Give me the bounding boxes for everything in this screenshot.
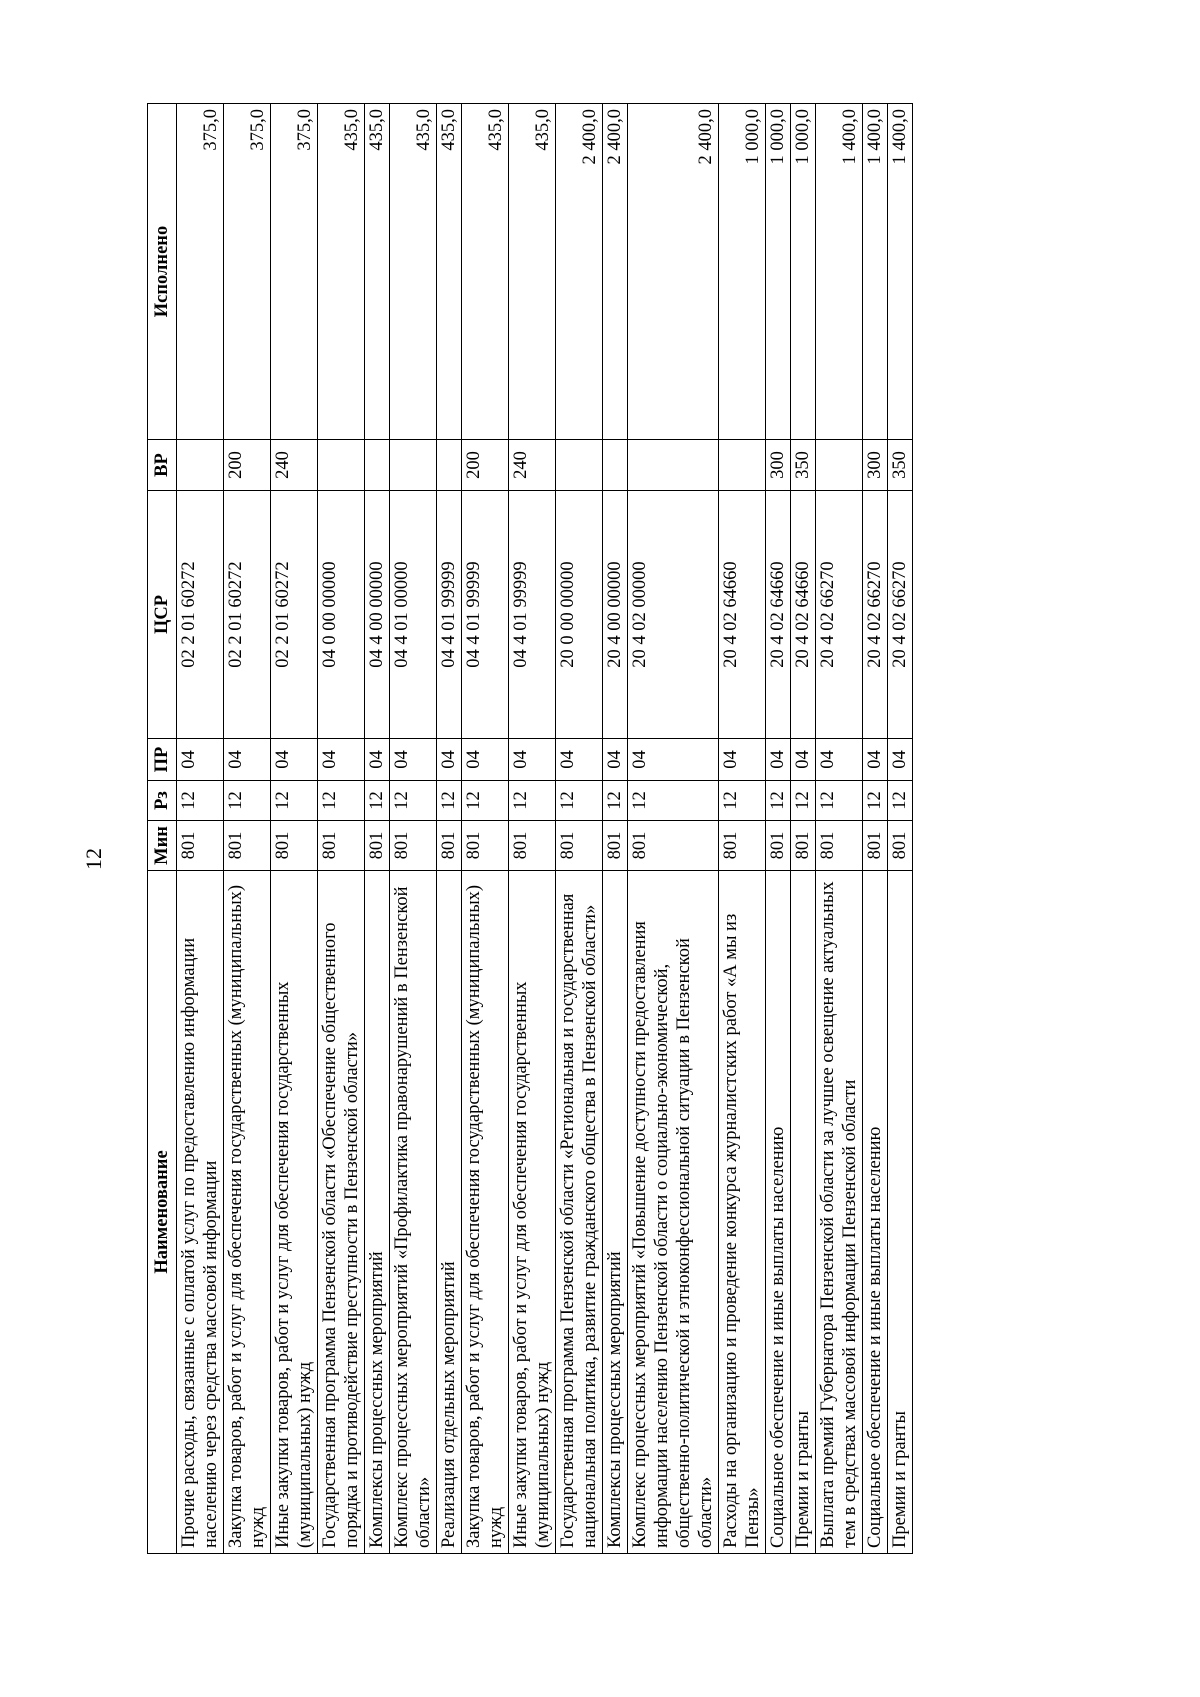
cell-rz: 12 xyxy=(791,781,816,821)
cell-vr: 240 xyxy=(509,440,556,491)
cell-done: 375,0 xyxy=(271,104,318,440)
cell-pr: 04 xyxy=(888,739,913,781)
table-row xyxy=(390,104,437,1554)
cell-pr: 04 xyxy=(224,739,271,781)
table-row xyxy=(863,104,888,1554)
budget-table xyxy=(147,103,913,1554)
cell-rz: 12 xyxy=(556,781,603,821)
cell-pr: 04 xyxy=(462,739,509,781)
cell-rz: 12 xyxy=(863,781,888,821)
cell-min: 801 xyxy=(318,821,365,871)
cell-pr: 04 xyxy=(365,739,390,781)
cell-rz: 12 xyxy=(271,781,318,821)
col-header-csr: ЦСР xyxy=(148,491,177,739)
table-row xyxy=(509,104,556,1554)
table-row xyxy=(224,104,271,1554)
table-row xyxy=(603,104,628,1554)
table-row xyxy=(318,104,365,1554)
cell-pr: 04 xyxy=(791,739,816,781)
cell-rz: 12 xyxy=(462,781,509,821)
cell-csr: 20 0 00 00000 xyxy=(556,491,603,739)
table-row xyxy=(462,104,509,1554)
col-header-pr: ПР xyxy=(148,739,177,781)
cell-csr: 20 4 02 00000 xyxy=(628,491,719,739)
rotated-table-container xyxy=(147,104,1052,1554)
cell-pr: 04 xyxy=(603,739,628,781)
cell-min: 801 xyxy=(177,821,224,871)
cell-name: Прочие расходы, связанные с оплатой услуг по предоставлению информации населению через средства массовой информации xyxy=(177,871,224,1554)
cell-csr: 20 4 02 66270 xyxy=(888,491,913,739)
cell-min: 801 xyxy=(462,821,509,871)
cell-csr: 04 4 01 00000 xyxy=(390,491,437,739)
cell-pr: 04 xyxy=(318,739,365,781)
cell-vr xyxy=(816,440,863,491)
cell-rz: 12 xyxy=(365,781,390,821)
cell-done: 435,0 xyxy=(365,104,390,440)
cell-rz: 12 xyxy=(816,781,863,821)
cell-name: Закупка товаров, работ и услуг для обеспечения государственных (муниципальных) нужд xyxy=(224,871,271,1554)
cell-rz: 12 xyxy=(603,781,628,821)
cell-rz: 12 xyxy=(719,781,766,821)
cell-rz: 12 xyxy=(390,781,437,821)
cell-csr: 04 0 00 00000 xyxy=(318,491,365,739)
cell-csr: 02 2 01 60272 xyxy=(177,491,224,739)
cell-done: 435,0 xyxy=(509,104,556,440)
cell-vr xyxy=(318,440,365,491)
cell-rz: 12 xyxy=(177,781,224,821)
cell-rz: 12 xyxy=(318,781,365,821)
cell-vr: 300 xyxy=(863,440,888,491)
cell-name: Комплекс процессных мероприятий «Повышение доступности предоставления информации населению Пензенской области о социально-экономической, общественно-политической и этноконфессиональной ситуации в Пензенской области» xyxy=(628,871,719,1554)
cell-name: Закупка товаров, работ и услуг для обеспечения государственных (муниципальных) нужд xyxy=(462,871,509,1554)
col-header-vr: ВР xyxy=(148,440,177,491)
col-header-done: Исполнено xyxy=(148,104,177,440)
cell-pr: 04 xyxy=(177,739,224,781)
cell-name: Премии и гранты xyxy=(791,871,816,1554)
cell-csr: 20 4 02 66270 xyxy=(816,491,863,739)
col-header-min: Мин xyxy=(148,821,177,871)
table-row xyxy=(719,104,766,1554)
cell-name: Выплата премий Губернатора Пензенской области за лучшее освещение актуальных тем в средствах массовой информации Пензенской области xyxy=(816,871,863,1554)
cell-vr xyxy=(437,440,462,491)
cell-csr: 20 4 00 00000 xyxy=(603,491,628,739)
cell-vr xyxy=(603,440,628,491)
cell-pr: 04 xyxy=(816,739,863,781)
cell-vr: 350 xyxy=(791,440,816,491)
cell-min: 801 xyxy=(863,821,888,871)
cell-csr: 20 4 02 64660 xyxy=(719,491,766,739)
cell-csr: 02 2 01 60272 xyxy=(271,491,318,739)
cell-min: 801 xyxy=(719,821,766,871)
cell-min: 801 xyxy=(791,821,816,871)
cell-vr xyxy=(628,440,719,491)
cell-name: Расходы на организацию и проведение конкурса журналистских работ «А мы из Пензы» xyxy=(719,871,766,1554)
cell-min: 801 xyxy=(556,821,603,871)
cell-pr: 04 xyxy=(390,739,437,781)
cell-name: Реализация отдельных мероприятий xyxy=(437,871,462,1554)
cell-min: 801 xyxy=(766,821,791,871)
cell-name: Комплекс процессных мероприятий «Профилактика правонарушений в Пензенской области» xyxy=(390,871,437,1554)
cell-name: Иные закупки товаров, работ и услуг для обеспечения государственных (муниципальных) нужд xyxy=(509,871,556,1554)
cell-done: 435,0 xyxy=(318,104,365,440)
cell-vr xyxy=(390,440,437,491)
cell-done: 1 000,0 xyxy=(766,104,791,440)
table-row xyxy=(766,104,791,1554)
cell-min: 801 xyxy=(509,821,556,871)
cell-pr: 04 xyxy=(509,739,556,781)
table-body xyxy=(177,104,913,1554)
cell-name: Социальное обеспечение и иные выплаты населению xyxy=(766,871,791,1554)
cell-min: 801 xyxy=(224,821,271,871)
cell-vr: 200 xyxy=(224,440,271,491)
cell-min: 801 xyxy=(271,821,318,871)
cell-done: 375,0 xyxy=(224,104,271,440)
cell-csr: 02 2 01 60272 xyxy=(224,491,271,739)
cell-rz: 12 xyxy=(628,781,719,821)
cell-min: 801 xyxy=(365,821,390,871)
cell-csr: 04 4 01 99999 xyxy=(509,491,556,739)
table-row xyxy=(177,104,224,1554)
cell-vr: 300 xyxy=(766,440,791,491)
cell-rz: 12 xyxy=(437,781,462,821)
cell-name: Государственная программа Пензенской области «Региональная и государственная национальная политика, развитие гражданского общества в Пензенской области» xyxy=(556,871,603,1554)
cell-min: 801 xyxy=(816,821,863,871)
cell-csr: 04 4 01 99999 xyxy=(437,491,462,739)
cell-pr: 04 xyxy=(628,739,719,781)
col-header-rz: Рз xyxy=(148,781,177,821)
table-row xyxy=(437,104,462,1554)
cell-vr: 200 xyxy=(462,440,509,491)
cell-rz: 12 xyxy=(766,781,791,821)
cell-pr: 04 xyxy=(437,739,462,781)
cell-name: Комплексы процессных мероприятий xyxy=(603,871,628,1554)
cell-min: 801 xyxy=(390,821,437,871)
cell-min: 801 xyxy=(628,821,719,871)
cell-csr: 04 4 00 00000 xyxy=(365,491,390,739)
cell-rz: 12 xyxy=(224,781,271,821)
cell-pr: 04 xyxy=(271,739,318,781)
table-header-row xyxy=(148,104,177,1554)
cell-min: 801 xyxy=(603,821,628,871)
cell-name: Социальное обеспечение и иные выплаты населению xyxy=(863,871,888,1554)
cell-name: Иные закупки товаров, работ и услуг для обеспечения государственных (муниципальных) нужд xyxy=(271,871,318,1554)
cell-min: 801 xyxy=(888,821,913,871)
cell-vr: 350 xyxy=(888,440,913,491)
cell-vr: 240 xyxy=(271,440,318,491)
cell-done: 2 400,0 xyxy=(556,104,603,440)
table-row xyxy=(816,104,863,1554)
cell-pr: 04 xyxy=(766,739,791,781)
cell-done: 1 400,0 xyxy=(888,104,913,440)
page-number: 12 xyxy=(81,848,106,870)
cell-csr: 20 4 02 66270 xyxy=(863,491,888,739)
cell-done: 1 000,0 xyxy=(719,104,766,440)
table-row xyxy=(628,104,719,1554)
cell-pr: 04 xyxy=(556,739,603,781)
cell-csr: 04 4 01 99999 xyxy=(462,491,509,739)
cell-rz: 12 xyxy=(509,781,556,821)
table-row xyxy=(888,104,913,1554)
cell-done: 375,0 xyxy=(177,104,224,440)
cell-vr xyxy=(177,440,224,491)
cell-name: Комплексы процессных мероприятий xyxy=(365,871,390,1554)
cell-csr: 20 4 02 64660 xyxy=(791,491,816,739)
col-header-name: Наименование xyxy=(148,871,177,1554)
cell-vr xyxy=(719,440,766,491)
cell-pr: 04 xyxy=(719,739,766,781)
table-row xyxy=(556,104,603,1554)
cell-name: Государственная программа Пензенской области «Обеспечение общественного порядка и противодействие преступности в Пензенской области» xyxy=(318,871,365,1554)
table-row xyxy=(791,104,816,1554)
cell-done: 1 000,0 xyxy=(791,104,816,440)
cell-min: 801 xyxy=(437,821,462,871)
cell-done: 435,0 xyxy=(437,104,462,440)
cell-done: 1 400,0 xyxy=(816,104,863,440)
cell-done: 2 400,0 xyxy=(628,104,719,440)
cell-done: 435,0 xyxy=(390,104,437,440)
cell-vr xyxy=(556,440,603,491)
cell-name: Премии и гранты xyxy=(888,871,913,1554)
cell-pr: 04 xyxy=(863,739,888,781)
cell-csr: 20 4 02 64660 xyxy=(766,491,791,739)
table-row xyxy=(271,104,318,1554)
cell-done: 435,0 xyxy=(462,104,509,440)
table-row xyxy=(365,104,390,1554)
cell-done: 1 400,0 xyxy=(863,104,888,440)
cell-done: 2 400,0 xyxy=(603,104,628,440)
cell-rz: 12 xyxy=(888,781,913,821)
cell-vr xyxy=(365,440,390,491)
